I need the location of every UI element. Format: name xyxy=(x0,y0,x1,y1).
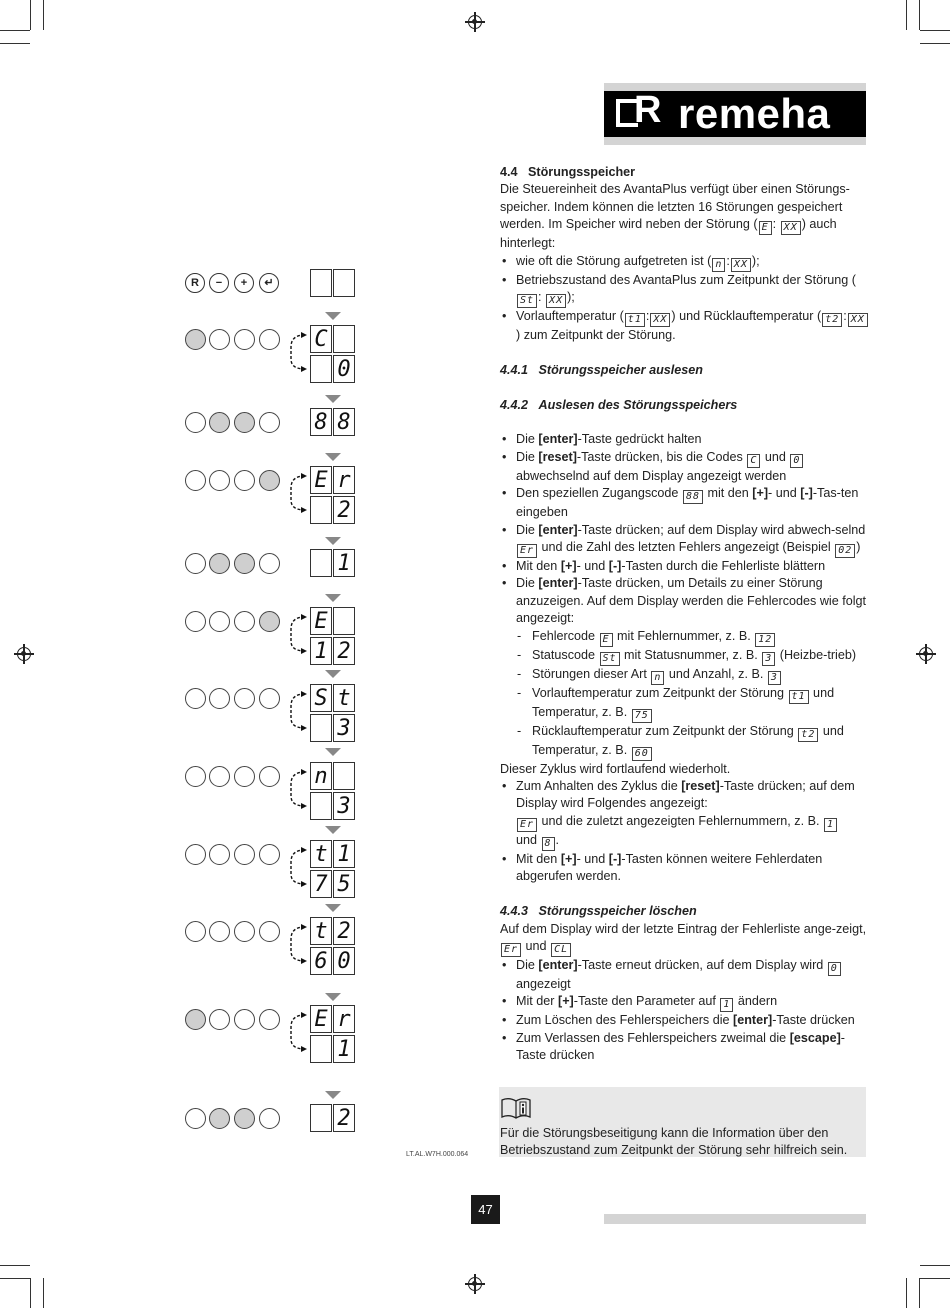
display-digit: S xyxy=(310,684,332,712)
indicator-led xyxy=(234,412,255,433)
display-digit xyxy=(310,714,332,742)
figure-code: LT.AL.W7H.000.064 xyxy=(406,1151,469,1158)
list-item: • Die [enter]-Taste erneut drücken, auf dem Display wird 0 angezeigt xyxy=(500,957,870,993)
list-item: • Zum Löschen des Fehlerspeichers die [enter]-Taste drücken xyxy=(500,1012,870,1029)
crop-mark xyxy=(0,43,30,44)
indicator-led xyxy=(185,470,206,491)
display-digit: 5 xyxy=(333,870,355,898)
minus-button[interactable]: − xyxy=(209,273,229,293)
info-note xyxy=(499,1087,866,1157)
indicator-led xyxy=(234,1108,255,1129)
list-item: • Zum Verlassen des Fehlerspeichers zweimal die [escape]-Taste drücken xyxy=(500,1030,870,1065)
indicator-led xyxy=(185,1009,206,1030)
step-arrow-icon xyxy=(325,993,341,1001)
list-item: • Mit den [+]- und [-]-Tasten können weitere Fehlerdaten abgerufen werden. xyxy=(500,851,870,886)
display-digit xyxy=(333,325,355,353)
list-item: • Die [enter]-Taste drücken, um Details zu einer Störung anzuzeigen. Auf dem Display werden die Fehlercodes wie folgt angezeigt: - Fehlercode E mit Fehlernummer, z. B. 12 - Statuscode St mit Statusnummer, z. B. 3 (Heizbe-trieb) - Störungen dieser Art n und Anzahl, z. B. 3 - Vorlauftemperatur zum Zeitpunkt der Störung t1 und Temperatur, z. B. 75 - Rücklauftemperatur zum Zeitpunkt der Störung t2 und Temperatur, z. B. 60 xyxy=(500,575,870,760)
display-digit: n xyxy=(310,762,332,790)
list-item: - Vorlauftemperatur zum Zeitpunkt der Störung t1 und Temperatur, z. B. 75 xyxy=(500,685,870,723)
list-item: - Statuscode St mit Statusnummer, z. B. 3 (Heizbe-trieb) xyxy=(500,647,870,666)
section-text xyxy=(500,164,870,1065)
indicator-led xyxy=(259,921,280,942)
indicator-led xyxy=(234,553,255,574)
brand-header xyxy=(604,83,866,145)
indicator-led xyxy=(259,611,280,632)
display-digit xyxy=(333,607,355,635)
display-digit: 1 xyxy=(333,1035,355,1063)
indicator-led xyxy=(234,329,255,350)
list-item: - Fehlercode E mit Fehlernummer, z. B. 12 xyxy=(500,628,870,647)
brand-logo xyxy=(604,91,866,137)
step-arrow-icon xyxy=(325,537,341,545)
info-book-icon xyxy=(501,1097,531,1119)
alternate-arrows-icon xyxy=(285,923,309,967)
display-digit: r xyxy=(333,1005,355,1033)
display-digit: t xyxy=(310,917,332,945)
indicator-led xyxy=(209,766,230,787)
display-digit xyxy=(310,792,332,820)
stop-cycle-list xyxy=(500,778,870,886)
stored-data-list xyxy=(500,253,870,345)
section-title: 4.4 Störungsspeicher xyxy=(500,165,636,179)
clear-intro: Auf dem Display wird der letzte Eintrag der Fehlerliste ange-zeigt, Er und CL xyxy=(500,921,867,955)
registration-mark xyxy=(17,647,31,661)
crop-mark xyxy=(919,0,920,30)
display-digit: t xyxy=(310,840,332,868)
list-item: • Die [enter]-Taste drücken; auf dem Display wird abwech-selnd Er und die Zahl des letzten Fehlers angezeigt (Beispiel 02 ) xyxy=(500,522,870,558)
step-arrow-icon xyxy=(325,395,341,403)
clear-steps-list xyxy=(500,957,870,1065)
indicator-led xyxy=(259,844,280,865)
list-item: • Zum Anhalten des Zyklus die [reset]-Taste drücken; auf dem Display wird Folgendes angezeigt: Er und die zuletzt angezeigten Fehlernummern, z. B. 1 und 8 . xyxy=(500,778,870,851)
crop-mark xyxy=(30,0,31,30)
crop-mark xyxy=(920,43,950,44)
registration-mark xyxy=(468,1277,482,1291)
step-arrow-icon xyxy=(325,594,341,602)
step-arrow-icon xyxy=(325,904,341,912)
indicator-led xyxy=(234,688,255,709)
alternate-arrows-icon xyxy=(285,331,309,375)
step-arrow-icon xyxy=(325,826,341,834)
enter-button[interactable]: ↵ xyxy=(259,273,279,293)
indicator-led xyxy=(259,553,280,574)
display-digit xyxy=(310,355,332,383)
indicator-led xyxy=(259,412,280,433)
crop-mark xyxy=(43,0,44,30)
display-digit: 2 xyxy=(333,496,355,524)
indicator-led xyxy=(185,1108,206,1129)
cycle-text: Dieser Zyklus wird fortlaufend wiederholt. xyxy=(500,761,731,776)
list-item: • Betriebszustand des AvantaPlus zum Zeitpunkt der Störung (St : XX ); xyxy=(500,272,870,308)
crop-mark xyxy=(920,1278,950,1279)
crop-mark xyxy=(43,1278,44,1308)
indicator-led xyxy=(259,1108,280,1129)
display-digit xyxy=(310,269,332,297)
display-digit: E xyxy=(310,1005,332,1033)
plus-button[interactable]: + xyxy=(234,273,254,293)
display-digit: 2 xyxy=(333,1104,355,1132)
subsection-title: 4.4.2 Auslesen des Störungsspeichers xyxy=(500,397,738,412)
crop-mark xyxy=(0,1265,30,1266)
indicator-led xyxy=(209,844,230,865)
display-digit xyxy=(310,496,332,524)
list-item: • Den speziellen Zugangscode 88 mit den [+]- und [-]-Tas-ten eingeben xyxy=(500,485,870,521)
display-digit: C xyxy=(310,325,332,353)
display-digit: 7 xyxy=(310,870,332,898)
display-digit: E xyxy=(310,607,332,635)
alternate-arrows-icon xyxy=(285,846,309,890)
indicator-led xyxy=(234,766,255,787)
alternate-arrows-icon xyxy=(285,690,309,734)
crop-mark xyxy=(0,1278,30,1279)
indicator-led xyxy=(209,1009,230,1030)
indicator-led xyxy=(209,412,230,433)
registration-mark xyxy=(468,15,482,29)
list-item: • Mit der [+]-Taste den Parameter auf 1 ändern xyxy=(500,993,870,1012)
display-digit xyxy=(310,1035,332,1063)
indicator-led xyxy=(185,329,206,350)
indicator-led xyxy=(209,921,230,942)
indicator-led xyxy=(209,1108,230,1129)
indicator-led xyxy=(209,688,230,709)
step-arrow-icon xyxy=(325,312,341,320)
indicator-led xyxy=(185,412,206,433)
alternate-arrows-icon xyxy=(285,613,309,657)
indicator-led xyxy=(259,766,280,787)
indicator-led xyxy=(209,611,230,632)
display-digit: t xyxy=(333,684,355,712)
display-digit xyxy=(333,762,355,790)
display-digit: 1 xyxy=(333,549,355,577)
indicator-led xyxy=(234,921,255,942)
step-arrow-icon xyxy=(325,670,341,678)
display-digit: 2 xyxy=(333,637,355,665)
indicator-led xyxy=(234,1009,255,1030)
indicator-led xyxy=(185,611,206,632)
list-item: • Mit den [+]- und [-]-Tasten durch die Fehlerliste blättern xyxy=(500,558,870,575)
list-item: • Die [enter]-Taste gedrückt halten xyxy=(500,431,870,448)
indicator-led xyxy=(185,553,206,574)
crop-mark xyxy=(920,1265,950,1266)
display-digit: 1 xyxy=(333,840,355,868)
display-digit xyxy=(333,269,355,297)
indicator-led xyxy=(259,1009,280,1030)
indicator-led xyxy=(259,688,280,709)
list-item: • Vorlauftemperatur ( t1 : XX ) und Rücklauftemperatur ( t2 : XX) zum Zeitpunkt der Störung. xyxy=(500,308,870,344)
alternate-arrows-icon xyxy=(285,472,309,516)
registration-mark xyxy=(919,647,933,661)
alternate-arrows-icon xyxy=(285,768,309,812)
subsection-title: 4.4.1 Störungsspeicher auslesen xyxy=(500,362,703,377)
list-item: - Rücklauftemperatur zum Zeitpunkt der Störung t2 und Temperatur, z. B. 60 xyxy=(500,723,870,761)
display-digit: E xyxy=(310,466,332,494)
display-digit: 3 xyxy=(333,714,355,742)
indicator-led xyxy=(209,553,230,574)
crop-mark xyxy=(906,0,907,30)
indicator-led xyxy=(185,766,206,787)
reset-button[interactable]: R xyxy=(185,273,205,293)
display-digit: r xyxy=(333,466,355,494)
step-arrow-icon xyxy=(325,748,341,756)
display-digit: 0 xyxy=(333,355,355,383)
crop-mark xyxy=(919,1278,920,1308)
list-item: • wie oft die Störung aufgetreten ist ( n : XX ); xyxy=(500,253,870,272)
list-item: - Störungen dieser Art n und Anzahl, z. B. 3 xyxy=(500,666,870,685)
display-digit: 3 xyxy=(333,792,355,820)
display-digit: 8 xyxy=(310,408,332,436)
display-digit: 6 xyxy=(310,947,332,975)
crop-mark xyxy=(920,30,950,31)
indicator-led xyxy=(259,329,280,350)
display-digit xyxy=(310,1104,332,1132)
step-arrow-icon xyxy=(325,1091,341,1099)
remeha-mark-icon: R xyxy=(616,99,662,129)
indicator-led xyxy=(209,470,230,491)
indicator-led xyxy=(259,470,280,491)
display-digit: 1 xyxy=(310,637,332,665)
page-number: 47 xyxy=(471,1195,500,1224)
indicator-led xyxy=(185,688,206,709)
crop-mark xyxy=(906,1278,907,1308)
crop-mark xyxy=(0,30,30,31)
readout-steps-list xyxy=(500,431,870,760)
indicator-led xyxy=(185,844,206,865)
indicator-led xyxy=(234,611,255,632)
display-digit: 2 xyxy=(333,917,355,945)
footer-bar xyxy=(604,1214,866,1224)
indicator-led xyxy=(209,329,230,350)
step-arrow-icon xyxy=(325,453,341,461)
error-code-list xyxy=(500,628,870,761)
display-digit xyxy=(310,549,332,577)
list-item: • Die [reset]-Taste drücken, bis die Codes C und 0 abwechselnd auf dem Display angezeigt werden xyxy=(500,449,870,485)
alternate-arrows-icon xyxy=(285,1011,309,1055)
subsection-title: 4.4.3 Störungsspeicher löschen xyxy=(500,904,697,919)
indicator-led xyxy=(234,470,255,491)
intro-paragraph: Die Steuereinheit des AvantaPlus verfügt über einen Störungs-speicher. Indem können die letzten 16 Störungen gespeichert werden. Im Speicher wird neben der Störung ( E : XX ) auch hinterlegt: xyxy=(500,182,850,251)
display-digit: 0 xyxy=(333,947,355,975)
indicator-led xyxy=(185,921,206,942)
crop-mark xyxy=(30,1278,31,1308)
indicator-led xyxy=(234,844,255,865)
display-digit: 8 xyxy=(333,408,355,436)
note-text: Für die Störungsbeseitigung kann die Information über den Betriebszustand zum Zeitpunkt der Störung sehr hilfreich sein. xyxy=(500,1126,848,1158)
brand-name: remeha xyxy=(678,90,831,137)
